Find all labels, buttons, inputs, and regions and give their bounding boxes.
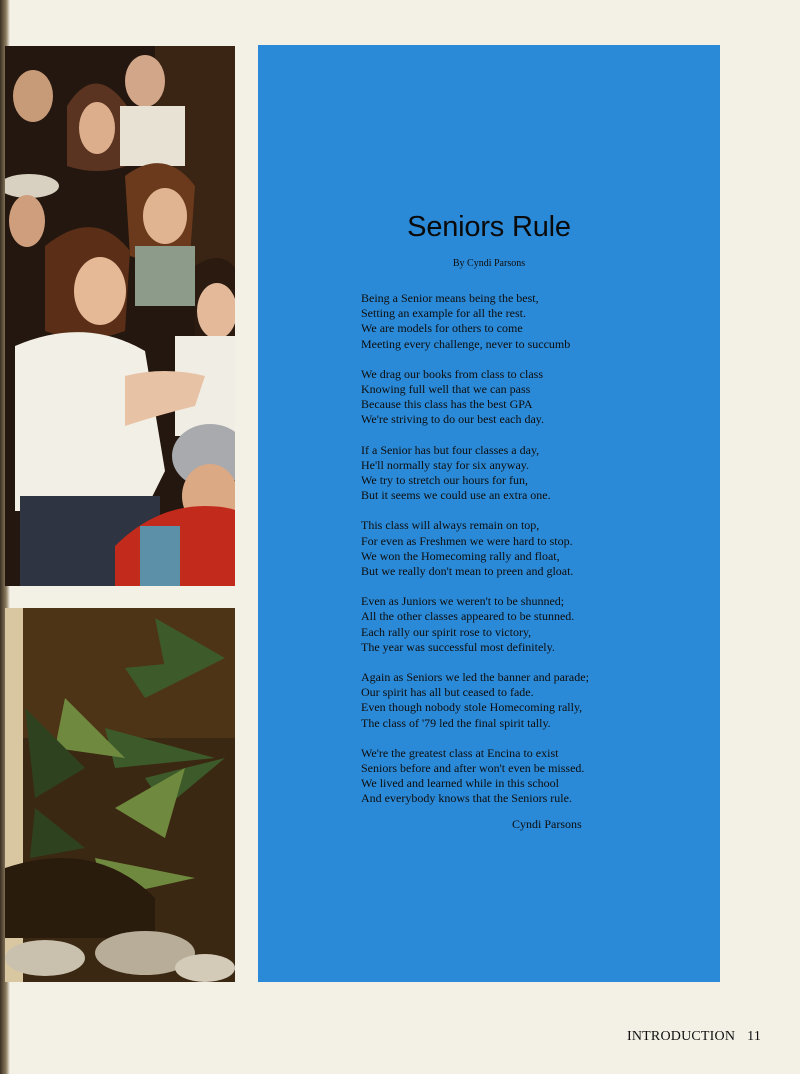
poem-line: Even as Juniors we weren't to be shunned; bbox=[361, 594, 565, 609]
poem-line: The class of '79 led the final spirit tally. bbox=[361, 715, 551, 730]
crowd-photo bbox=[5, 46, 235, 586]
poem-line: Because this class has the best GPA bbox=[361, 397, 533, 412]
stanza bbox=[361, 443, 681, 504]
poem-line: Being a Senior means being the best, bbox=[361, 291, 539, 305]
poem-line: We lived and learned while in this school bbox=[361, 776, 559, 791]
stanza bbox=[361, 746, 681, 807]
poem-line: Seniors before and after won't even be missed. bbox=[361, 761, 585, 776]
poem-line: Setting an example for all the rest. bbox=[361, 306, 526, 321]
poem-line: Knowing full well that we can pass bbox=[361, 382, 531, 397]
poem-line: Each rally our spirit rose to victory, bbox=[361, 624, 532, 639]
page-footer bbox=[627, 1029, 761, 1045]
poem-line: He'll normally stay for six anyway. bbox=[361, 457, 530, 472]
poem-panel bbox=[258, 45, 720, 982]
poem-line: We are models for others to come bbox=[361, 321, 523, 336]
stanza bbox=[361, 367, 681, 428]
poem-line: We drag our books from class to class bbox=[361, 366, 543, 381]
poem-line: And everybody knows that the Seniors rule. bbox=[361, 791, 572, 806]
poem-line: We won the Homecoming rally and float, bbox=[361, 548, 560, 563]
poem-line: For even as Freshmen we were hard to stop. bbox=[361, 533, 573, 548]
stanza bbox=[361, 594, 681, 655]
poem-line: But we really don't mean to preen and gloat. bbox=[361, 564, 574, 579]
poem-line: All the other classes appeared to be stunned. bbox=[361, 609, 575, 624]
poem-line: The year was successful most definitely. bbox=[361, 639, 555, 654]
poem-body bbox=[361, 291, 681, 822]
poem-line: Again as Seniors we led the banner and parade; bbox=[361, 670, 589, 685]
poem-title-box bbox=[258, 211, 720, 244]
plant-photo bbox=[5, 608, 235, 982]
poem-line: Even though nobody stole Homecoming rally, bbox=[361, 700, 583, 715]
poem-line: Our spirit has all but ceased to fade. bbox=[361, 685, 534, 700]
section-title: INTRODUCTION bbox=[627, 1029, 736, 1044]
poem-line: Meeting every challenge, never to succumb bbox=[361, 336, 571, 351]
poem-line: We're striving to do our best each day. bbox=[361, 412, 545, 427]
poem-line: If a Senior has but four classes a day, bbox=[361, 442, 540, 457]
poem-byline: By Cyndi Parsons bbox=[452, 258, 526, 269]
poem-line: This class will always remain on top, bbox=[361, 518, 540, 533]
stanza bbox=[361, 291, 681, 352]
stanza bbox=[361, 518, 681, 579]
poem-signature: Cyndi Parsons bbox=[512, 817, 582, 831]
poem-line: We're the greatest class at Encina to exist bbox=[361, 745, 559, 760]
poem-title: Seniors Rule bbox=[407, 211, 571, 243]
stanza bbox=[361, 670, 681, 731]
page-number: 11 bbox=[747, 1029, 762, 1044]
poem-line: But it seems we could use an extra one. bbox=[361, 488, 551, 503]
poem-line: We try to stretch our hours for fun, bbox=[361, 473, 528, 488]
